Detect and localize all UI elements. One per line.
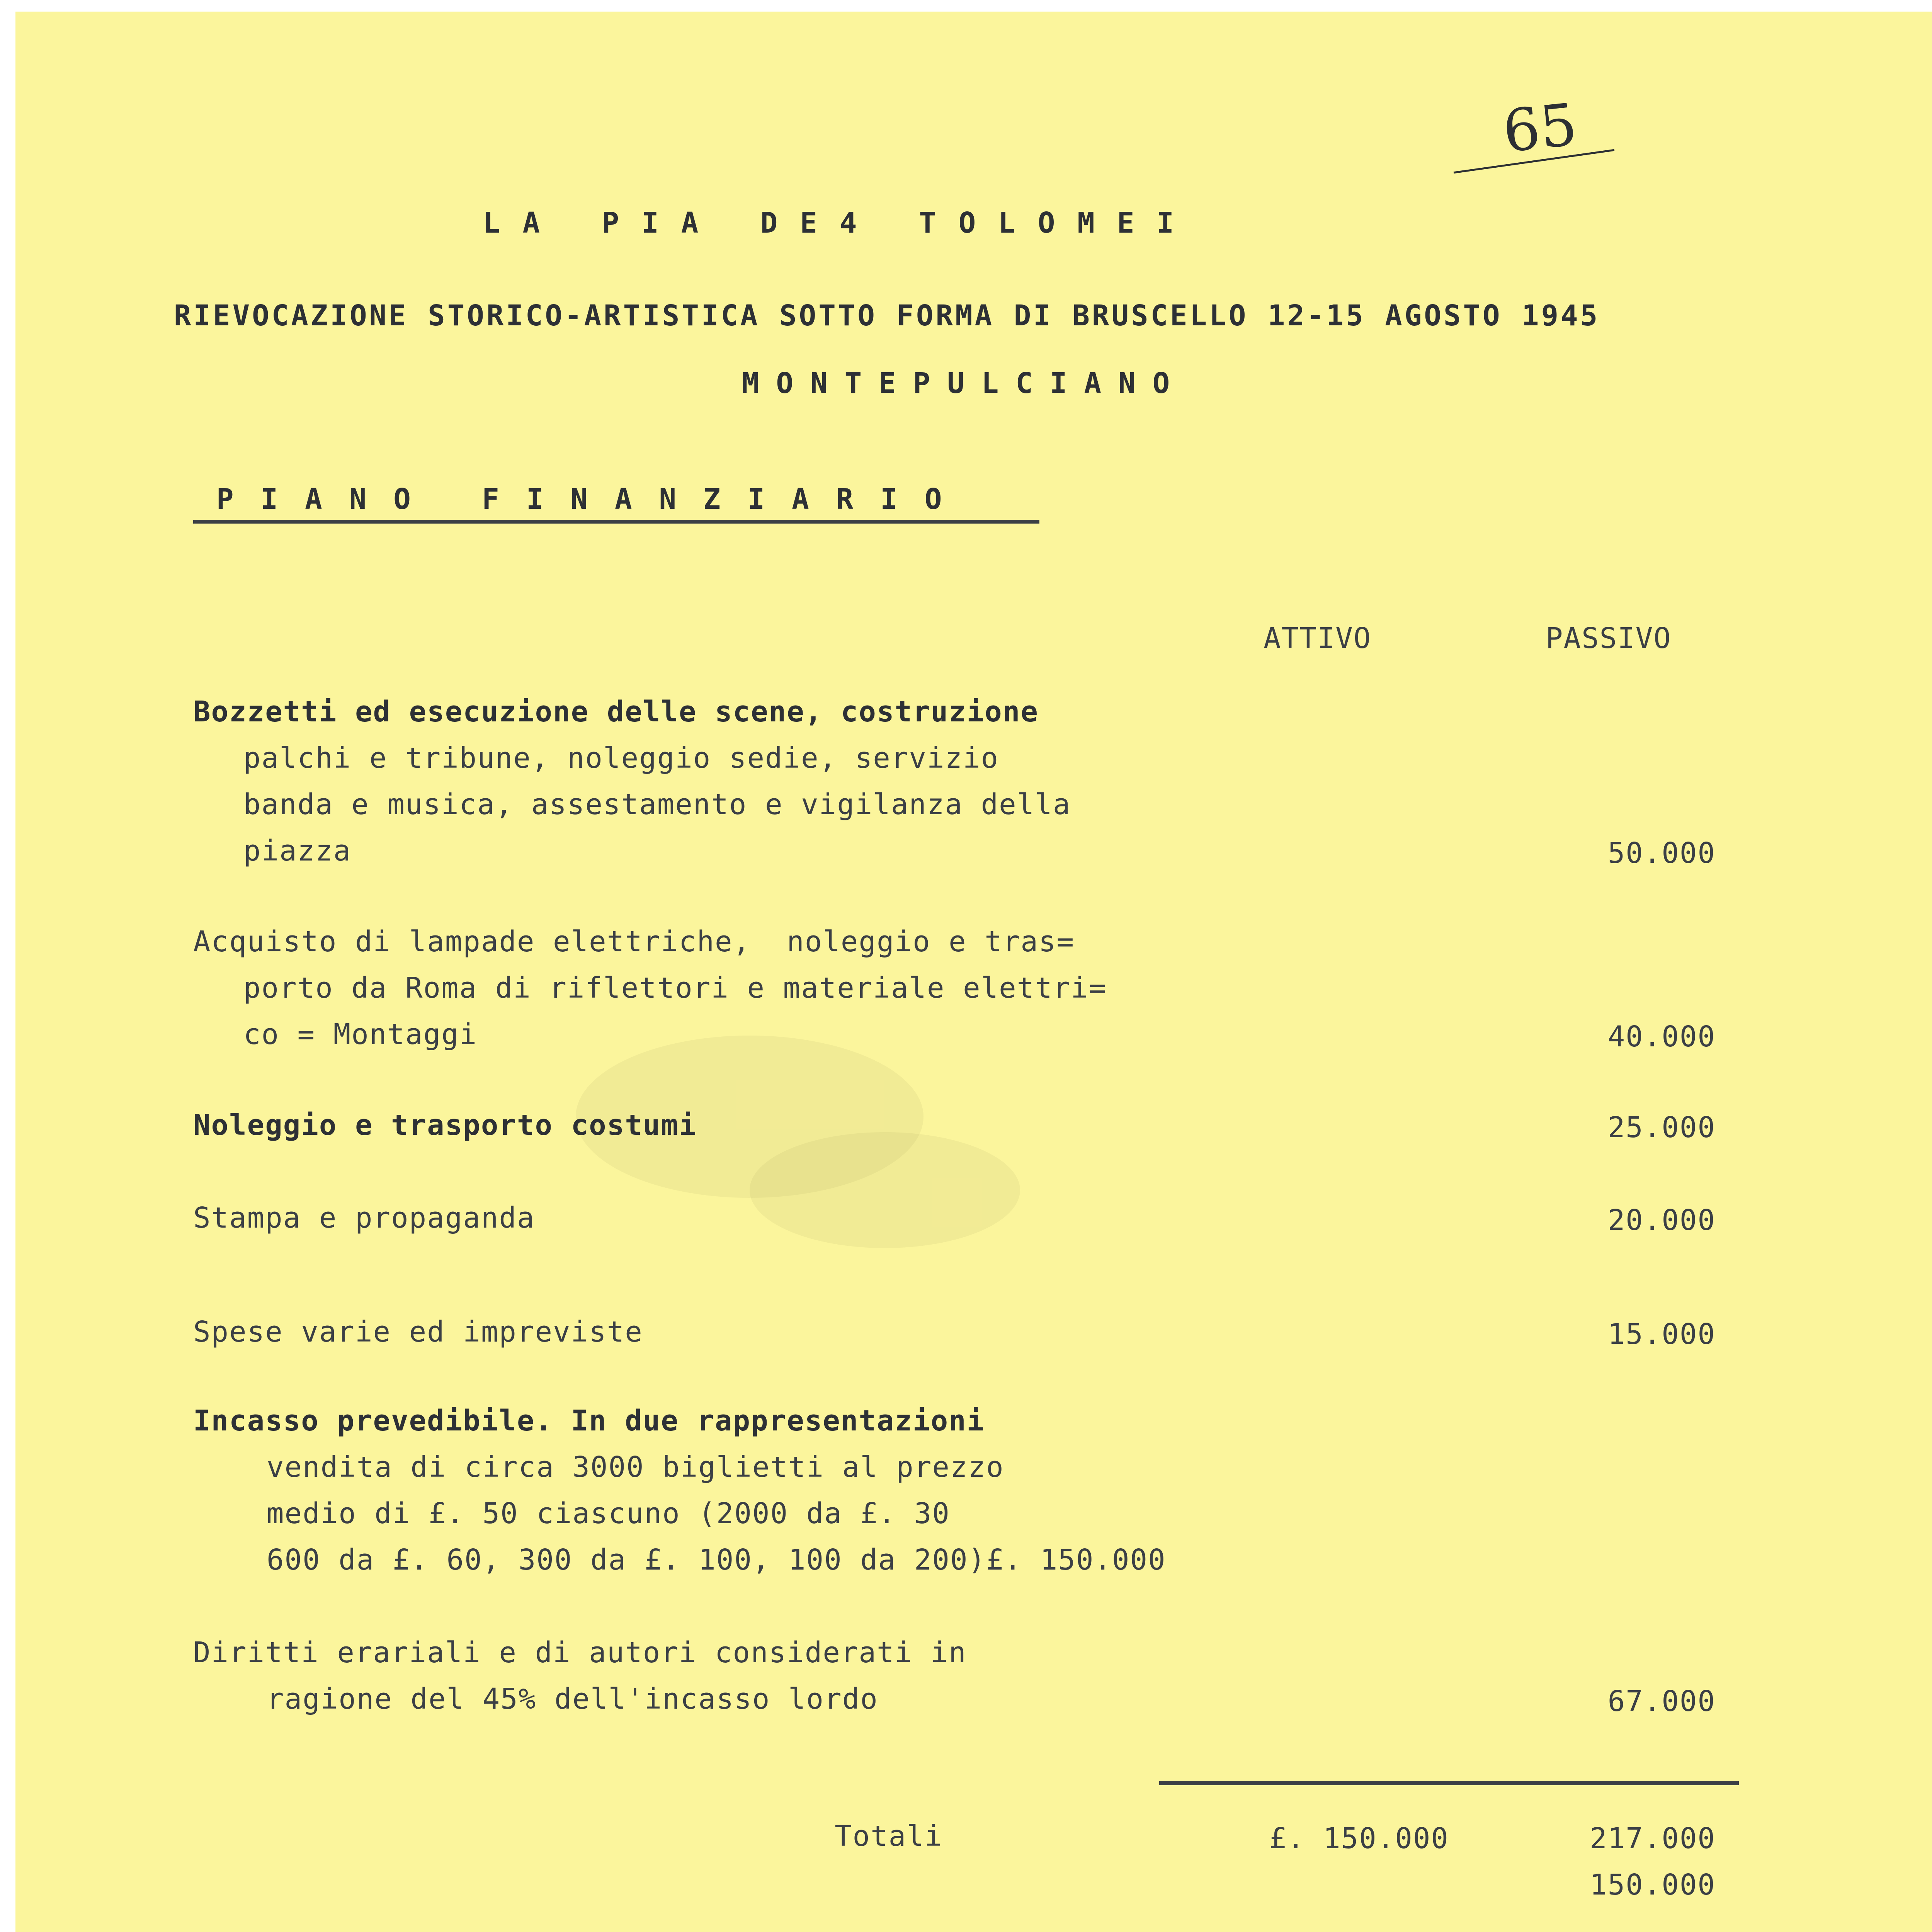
item-line: co = Montaggi — [243, 1018, 478, 1051]
item-passivo-amount: 50.000 — [1607, 837, 1716, 870]
item-line: vendita di circa 3000 biglietti al prezzo — [267, 1451, 1004, 1484]
totals-passivo: 217.000 — [1590, 1822, 1716, 1855]
document-location: MONTEPULCIANO — [742, 367, 1187, 400]
item-passivo-amount: 40.000 — [1607, 1020, 1716, 1053]
paper-stain — [750, 1132, 1020, 1248]
item-line: 600 da £. 60, 300 da £. 100, 100 da 200)£. 150.000 — [267, 1543, 1166, 1577]
item-line: Acquisto di lampade elettriche, noleggio e tras= — [193, 925, 1075, 958]
totals-label: Totali — [835, 1820, 943, 1853]
item-line: medio di £. 50 ciascuno (2000 da £. 30 — [267, 1497, 950, 1530]
column-header-attivo: ATTIVO — [1264, 622, 1372, 655]
item-passivo-amount: 15.000 — [1607, 1318, 1716, 1351]
section-heading: PIANO FINANZIARIO — [216, 483, 969, 516]
totals-attivo: £. 150.000 — [1269, 1822, 1449, 1855]
item-line: Diritti erariali e di autori considerati in — [193, 1636, 967, 1669]
document-subtitle: RIEVOCAZIONE STORICO-ARTISTICA SOTTO FORMA DI BRUSCELLO 12-15 AGOSTO 1945 — [174, 299, 1600, 332]
item-line: Incasso prevedibile. In due rappresentazioni — [193, 1404, 985, 1437]
item-line: Noleggio e trasporto costumi — [193, 1109, 697, 1142]
item-line: piazza — [243, 834, 352, 867]
item-passivo-amount: 25.000 — [1607, 1111, 1716, 1144]
item-passivo-amount: 20.000 — [1607, 1204, 1716, 1237]
totals-rule — [1159, 1781, 1739, 1785]
document-title: LA PIA DE4 TOLOMEI — [483, 206, 1196, 240]
totals-passivo-minus: 150.000 — [1590, 1868, 1716, 1901]
item-passivo-amount: 67.000 — [1607, 1685, 1716, 1718]
item-line: ragione del 45% dell'incasso lordo — [267, 1682, 878, 1716]
item-line: Spese varie ed impreviste — [193, 1315, 643, 1349]
section-heading-underline — [193, 520, 1039, 524]
item-line: palchi e tribune, noleggio sedie, servizio — [243, 742, 999, 775]
page-number: 65 — [1500, 91, 1580, 166]
item-line: Bozzetti ed esecuzione delle scene, costruzione — [193, 695, 1039, 728]
item-line: Stampa e propaganda — [193, 1201, 535, 1235]
column-header-passivo: PASSIVO — [1546, 622, 1672, 655]
item-line: porto da Roma di riflettori e materiale elettri= — [243, 971, 1107, 1005]
item-line: banda e musica, assestamento e vigilanza della — [243, 788, 1071, 821]
